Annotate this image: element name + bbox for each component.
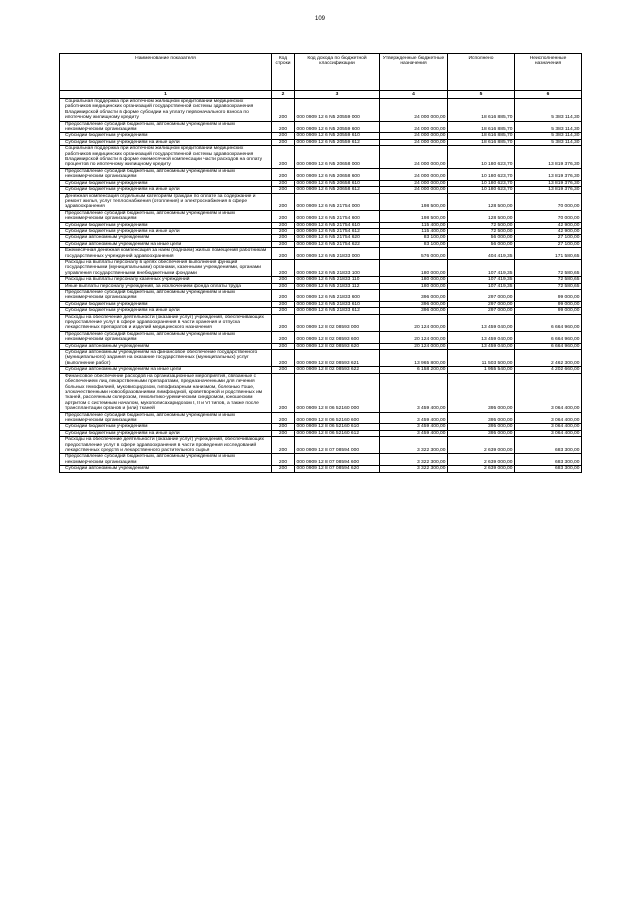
indicator-name-cell: Субсидии бюджетным учреждениям на иные цели bbox=[60, 187, 272, 193]
column-number: 2 bbox=[272, 91, 295, 99]
income-code-cell: 000 0909 12 6 N5 21833 112 bbox=[295, 283, 380, 289]
unexecuted-amount-cell: 70 000,00 bbox=[515, 193, 582, 210]
line-code-cell: 200 bbox=[272, 437, 295, 454]
line-code-cell: 200 bbox=[272, 373, 295, 412]
unexecuted-amount-cell: 99 000,00 bbox=[515, 301, 582, 307]
executed-amount-cell: 297 000,00 bbox=[448, 308, 515, 314]
column-number: 3 bbox=[295, 91, 380, 99]
unexecuted-amount-cell: 4 202 660,00 bbox=[515, 367, 582, 373]
approved-amount-cell: 24 000 000,00 bbox=[380, 139, 448, 145]
income-code-cell: 000 0909 12 8 07 08594 620 bbox=[295, 466, 380, 472]
approved-amount-cell: 115 400,00 bbox=[380, 222, 448, 228]
indicator-name-cell: Субсидии бюджетным учреждениям на иные цели bbox=[60, 139, 272, 145]
table-row bbox=[60, 350, 582, 367]
income-code-cell: 000 0909 12 6 N5 20559 612 bbox=[295, 139, 380, 145]
executed-amount-cell: 395 000,00 bbox=[448, 430, 515, 436]
table-row bbox=[60, 241, 582, 247]
unexecuted-amount-cell: 3 064 400,00 bbox=[515, 373, 582, 412]
table-row bbox=[60, 331, 582, 343]
income-code-cell: 000 0909 12 8 06 52160 000 bbox=[295, 373, 380, 412]
income-code-cell: 000 0909 12 6 N5 21833 612 bbox=[295, 308, 380, 314]
indicator-name-cell: Расходы на выплаты персоналу казенных учреждений bbox=[60, 277, 272, 283]
unexecuted-amount-cell: 6 664 960,00 bbox=[515, 314, 582, 331]
approved-amount-cell: 24 000 000,00 bbox=[380, 121, 448, 133]
approved-amount-cell: 13 965 800,00 bbox=[380, 350, 448, 367]
unexecuted-amount-cell: 13 819 376,30 bbox=[515, 180, 582, 186]
table-row bbox=[60, 308, 582, 314]
approved-amount-cell: 24 000 000,00 bbox=[380, 99, 448, 122]
indicator-name-cell: Субсидии автономным учреждениям bbox=[60, 343, 272, 349]
line-code-cell: 200 bbox=[272, 248, 295, 260]
executed-amount-cell: 56 000,00 bbox=[448, 235, 515, 241]
indicator-name-cell: Субсидии бюджетным учреждениям на иные цели bbox=[60, 430, 272, 436]
income-code-cell: 000 0909 12 8 02 08593 620 bbox=[295, 343, 380, 349]
table-row bbox=[60, 290, 582, 302]
indicator-name-cell: Предоставление субсидий бюджетным, автономным учреждениям и иным некоммерческим организациям bbox=[60, 331, 272, 343]
column-number: 1 bbox=[60, 91, 272, 99]
budget-execution-table bbox=[59, 53, 582, 473]
table-row bbox=[60, 283, 582, 289]
table-row bbox=[60, 248, 582, 260]
header-approved: Утвержденные бюджетные назначения bbox=[380, 54, 448, 91]
unexecuted-amount-cell: 72 580,65 bbox=[515, 277, 582, 283]
executed-amount-cell: 13 459 040,00 bbox=[448, 331, 515, 343]
unexecuted-amount-cell: 27 100,00 bbox=[515, 235, 582, 241]
executed-amount-cell: 10 180 623,70 bbox=[448, 180, 515, 186]
approved-amount-cell: 24 000 000,00 bbox=[380, 180, 448, 186]
approved-amount-cell: 576 000,00 bbox=[380, 248, 448, 260]
indicator-name-cell: Денежная компенсация отдельным категориям граждан по оплате за содержание и ремонт жилья, услуг теплоснабжения (отопления) и электроснабжения в сфере здравоохранения bbox=[60, 193, 272, 210]
executed-amount-cell: 13 459 040,00 bbox=[448, 343, 515, 349]
unexecuted-amount-cell: 683 300,00 bbox=[515, 454, 582, 466]
unexecuted-amount-cell: 683 300,00 bbox=[515, 466, 582, 472]
executed-amount-cell: 395 000,00 bbox=[448, 412, 515, 424]
approved-amount-cell: 24 000 000,00 bbox=[380, 187, 448, 193]
table-row bbox=[60, 412, 582, 424]
income-code-cell: 000 0909 12 8 02 08593 621 bbox=[295, 350, 380, 367]
executed-amount-cell: 10 180 623,70 bbox=[448, 146, 515, 169]
income-code-cell: 000 0909 12 6 N5 21754 612 bbox=[295, 228, 380, 234]
line-code-cell: 200 bbox=[272, 343, 295, 349]
executed-amount-cell: 72 500,00 bbox=[448, 222, 515, 228]
table-row bbox=[60, 466, 582, 472]
unexecuted-amount-cell: 13 819 376,30 bbox=[515, 146, 582, 169]
income-code-cell: 000 0909 12 8 06 52160 600 bbox=[295, 412, 380, 424]
indicator-name-cell: Расходы на обеспечение деятельности (оказание услуг) учреждений, обеспечивающих предоставление услуг в сфере здравоохранения в части проведения исследований лекарственных средств и лекарственного растительного сырья bbox=[60, 437, 272, 454]
executed-amount-cell: 10 180 623,70 bbox=[448, 187, 515, 193]
header-line-code: Код строки bbox=[272, 54, 295, 91]
table-row bbox=[60, 277, 582, 283]
approved-amount-cell: 180 000,00 bbox=[380, 283, 448, 289]
income-code-cell: 000 0909 12 6 N5 21833 610 bbox=[295, 301, 380, 307]
page-number: 109 bbox=[314, 16, 325, 22]
approved-amount-cell: 3 459 400,00 bbox=[380, 424, 448, 430]
table-row bbox=[60, 424, 582, 430]
income-code-cell: 000 0909 12 6 N5 20658 600 bbox=[295, 168, 380, 180]
indicator-name-cell: Субсидии бюджетным учреждениям bbox=[60, 133, 272, 139]
income-code-cell: 000 0909 12 6 N5 21833 600 bbox=[295, 290, 380, 302]
approved-amount-cell: 115 400,00 bbox=[380, 228, 448, 234]
income-code-cell: 000 0909 12 6 N5 21754 610 bbox=[295, 222, 380, 228]
unexecuted-amount-cell: 13 819 376,30 bbox=[515, 168, 582, 180]
approved-amount-cell: 20 124 000,00 bbox=[380, 331, 448, 343]
unexecuted-amount-cell: 5 383 114,30 bbox=[515, 121, 582, 133]
indicator-name-cell: Субсидии автономным учреждениям на иные цели bbox=[60, 241, 272, 247]
approved-amount-cell: 20 124 000,00 bbox=[380, 314, 448, 331]
table-row bbox=[60, 373, 582, 412]
approved-amount-cell: 20 124 000,00 bbox=[380, 343, 448, 349]
executed-amount-cell: 11 503 500,00 bbox=[448, 350, 515, 367]
income-code-cell: 000 0909 12 6 N5 21833 100 bbox=[295, 259, 380, 276]
executed-amount-cell: 107 419,35 bbox=[448, 283, 515, 289]
table-row bbox=[60, 367, 582, 373]
approved-amount-cell: 3 459 400,00 bbox=[380, 430, 448, 436]
executed-amount-cell: 395 000,00 bbox=[448, 424, 515, 430]
indicator-name-cell: Предоставление субсидий бюджетным, автономным учреждениям и иным некоммерческим организациям bbox=[60, 121, 272, 133]
table-row bbox=[60, 259, 582, 276]
column-number: 6 bbox=[515, 91, 582, 99]
approved-amount-cell: 3 459 400,00 bbox=[380, 373, 448, 412]
line-code-cell: 200 bbox=[272, 277, 295, 283]
income-code-cell: 000 0909 12 6 N5 21754 000 bbox=[295, 193, 380, 210]
line-code-cell: 200 bbox=[272, 350, 295, 367]
unexecuted-amount-cell: 13 819 376,30 bbox=[515, 187, 582, 193]
table-row bbox=[60, 99, 582, 122]
line-code-cell: 200 bbox=[272, 121, 295, 133]
approved-amount-cell: 396 000,00 bbox=[380, 290, 448, 302]
approved-amount-cell: 3 459 400,00 bbox=[380, 412, 448, 424]
line-code-cell: 200 bbox=[272, 367, 295, 373]
income-code-cell: 000 0909 12 6 N5 21833 110 bbox=[295, 277, 380, 283]
line-code-cell: 200 bbox=[272, 308, 295, 314]
line-code-cell: 200 bbox=[272, 210, 295, 222]
indicator-name-cell: Субсидии автономным учреждениям на финансовое обеспечение государственного (муниципального) задания на оказание государственных (муниципальных) услуг (выполнение работ) bbox=[60, 350, 272, 367]
line-code-cell: 200 bbox=[272, 430, 295, 436]
approved-amount-cell: 198 500,00 bbox=[380, 193, 448, 210]
income-code-cell: 000 0909 12 6 N5 20658 612 bbox=[295, 187, 380, 193]
indicator-name-cell: Предоставление субсидий бюджетным, автономным учреждениям и иным некоммерческим организациям bbox=[60, 290, 272, 302]
executed-amount-cell: 404 419,35 bbox=[448, 248, 515, 260]
unexecuted-amount-cell: 6 664 960,00 bbox=[515, 331, 582, 343]
indicator-name-cell: Социальная поддержка при ипотечном жилищном кредитовании медицинских работников медицинских организаций государственной системы здравоохранения Владимирской области в форме ежемесячной компенсации части расходов на оплату процентов по ипотечному жилищному кредиту bbox=[60, 146, 272, 169]
header-unexecuted: Неисполненные назначения bbox=[515, 54, 582, 91]
indicator-name-cell: Социальная поддержка при ипотечном жилищном кредитовании медицинских работников медицинских организаций государственной системы здравоохранения Владимирской области в форме субсидии на уплату первоначального взноса по ипотечному жилищному кредиту bbox=[60, 99, 272, 122]
table-body bbox=[60, 99, 582, 473]
table-row bbox=[60, 133, 582, 139]
approved-amount-cell: 24 000 000,00 bbox=[380, 133, 448, 139]
header-income-code: Код дохода по бюджетной классификации bbox=[295, 54, 380, 91]
income-code-cell: 000 0909 12 8 02 08593 000 bbox=[295, 314, 380, 331]
income-code-cell: 000 0909 12 8 06 52160 612 bbox=[295, 430, 380, 436]
unexecuted-amount-cell: 72 580,65 bbox=[515, 283, 582, 289]
indicator-name-cell: Субсидии автономным учреждениям bbox=[60, 466, 272, 472]
line-code-cell: 200 bbox=[272, 193, 295, 210]
unexecuted-amount-cell: 99 000,00 bbox=[515, 290, 582, 302]
executed-amount-cell: 2 639 000,00 bbox=[448, 437, 515, 454]
unexecuted-amount-cell: 99 000,00 bbox=[515, 308, 582, 314]
unexecuted-amount-cell: 2 462 300,00 bbox=[515, 350, 582, 367]
unexecuted-amount-cell: 27 100,00 bbox=[515, 241, 582, 247]
header-indicator-name: Наименование показателя bbox=[60, 54, 272, 91]
executed-amount-cell: 18 616 885,70 bbox=[448, 99, 515, 122]
line-code-cell: 200 bbox=[272, 301, 295, 307]
table-row bbox=[60, 222, 582, 228]
table-row bbox=[60, 146, 582, 169]
line-code-cell: 200 bbox=[272, 222, 295, 228]
unexecuted-amount-cell: 42 900,00 bbox=[515, 228, 582, 234]
line-code-cell: 200 bbox=[272, 187, 295, 193]
income-code-cell: 000 0909 12 6 N5 20658 610 bbox=[295, 180, 380, 186]
indicator-name-cell: Предоставление субсидий бюджетным, автономным учреждениям и иным некоммерческим организациям bbox=[60, 454, 272, 466]
income-code-cell: 000 0909 12 6 N5 21833 000 bbox=[295, 248, 380, 260]
executed-amount-cell: 2 639 000,00 bbox=[448, 466, 515, 472]
table-row bbox=[60, 210, 582, 222]
indicator-name-cell: Расходы на выплаты персоналу в целях обеспечения выполнения функций государственными (муниципальными) органами, казенными учреждениями, органами управления государственными внебюджетными фондами bbox=[60, 259, 272, 276]
income-code-cell: 000 0909 12 6 N5 21754 600 bbox=[295, 210, 380, 222]
line-code-cell: 200 bbox=[272, 466, 295, 472]
table-row bbox=[60, 235, 582, 241]
line-code-cell: 200 bbox=[272, 241, 295, 247]
approved-amount-cell: 3 322 300,00 bbox=[380, 437, 448, 454]
income-code-cell: 000 0909 12 8 02 08593 622 bbox=[295, 367, 380, 373]
indicator-name-cell: Финансовое обеспечение расходов на организационные мероприятия, связанные с обеспечением лиц лекарственными препаратами, предназначенными для лечения больных гемофилией, муковисцидозом, гипофизарным нанизмом, болезнью Гоше, злокачественными новообразованиями лимфоидной, кроветворной и родственных им тканей, рассеянным склерозом, гемолитико-уремическим синдромом, юношеским артритом с системным началом, мукополисахаридозом I, II и VI типов, а также после трансплантации органов и (или) тканей bbox=[60, 373, 272, 412]
executed-amount-cell: 10 180 623,70 bbox=[448, 168, 515, 180]
table-row bbox=[60, 139, 582, 145]
approved-amount-cell: 396 000,00 bbox=[380, 308, 448, 314]
executed-amount-cell: 107 419,35 bbox=[448, 277, 515, 283]
executed-amount-cell: 72 500,00 bbox=[448, 228, 515, 234]
unexecuted-amount-cell: 3 064 400,00 bbox=[515, 412, 582, 424]
table-row bbox=[60, 314, 582, 331]
indicator-name-cell: Предоставление субсидий бюджетным, автономным учреждениям и иным некоммерческим организациям bbox=[60, 210, 272, 222]
table-row bbox=[60, 168, 582, 180]
line-code-cell: 200 bbox=[272, 139, 295, 145]
column-number: 4 bbox=[380, 91, 448, 99]
line-code-cell: 200 bbox=[272, 235, 295, 241]
table-row bbox=[60, 343, 582, 349]
indicator-name-cell: Ежемесячная денежная компенсация за наем (поднаем) жилых помещений работникам государственных учреждений здравоохранения bbox=[60, 248, 272, 260]
indicator-name-cell: Субсидии бюджетным учреждениям на иные цели bbox=[60, 308, 272, 314]
income-code-cell: 000 0909 12 8 06 52160 610 bbox=[295, 424, 380, 430]
line-code-cell: 200 bbox=[272, 259, 295, 276]
line-code-cell: 200 bbox=[272, 99, 295, 122]
executed-amount-cell: 297 000,00 bbox=[448, 301, 515, 307]
unexecuted-amount-cell: 6 664 960,00 bbox=[515, 343, 582, 349]
unexecuted-amount-cell: 3 064 400,00 bbox=[515, 424, 582, 430]
table-header-row bbox=[60, 54, 582, 91]
income-code-cell: 000 0909 12 6 N5 20559 600 bbox=[295, 121, 380, 133]
table-row bbox=[60, 121, 582, 133]
approved-amount-cell: 180 000,00 bbox=[380, 277, 448, 283]
unexecuted-amount-cell: 5 383 114,30 bbox=[515, 133, 582, 139]
executed-amount-cell: 56 000,00 bbox=[448, 241, 515, 247]
unexecuted-amount-cell: 171 580,65 bbox=[515, 248, 582, 260]
executed-amount-cell: 18 616 885,70 bbox=[448, 133, 515, 139]
income-code-cell: 000 0909 12 8 07 08594 000 bbox=[295, 437, 380, 454]
executed-amount-cell: 18 616 885,70 bbox=[448, 121, 515, 133]
income-code-cell: 000 0909 12 6 N5 20559 610 bbox=[295, 133, 380, 139]
approved-amount-cell: 198 500,00 bbox=[380, 210, 448, 222]
header-executed: Исполнено bbox=[448, 54, 515, 91]
indicator-name-cell: Иные выплаты персоналу учреждений, за исключением фонда оплаты труда bbox=[60, 283, 272, 289]
executed-amount-cell: 395 000,00 bbox=[448, 373, 515, 412]
approved-amount-cell: 24 000 000,00 bbox=[380, 168, 448, 180]
line-code-cell: 200 bbox=[272, 412, 295, 424]
executed-amount-cell: 13 459 040,00 bbox=[448, 314, 515, 331]
indicator-name-cell: Предоставление субсидий бюджетным, автономным учреждениям и иным некоммерческим организациям bbox=[60, 412, 272, 424]
approved-amount-cell: 83 100,00 bbox=[380, 241, 448, 247]
table-row bbox=[60, 437, 582, 454]
executed-amount-cell: 107 419,35 bbox=[448, 259, 515, 276]
table-row bbox=[60, 193, 582, 210]
unexecuted-amount-cell: 70 000,00 bbox=[515, 210, 582, 222]
indicator-name-cell: Субсидии автономным учреждениям bbox=[60, 235, 272, 241]
table-row bbox=[60, 228, 582, 234]
table-row bbox=[60, 301, 582, 307]
line-code-cell: 200 bbox=[272, 146, 295, 169]
executed-amount-cell: 1 955 540,00 bbox=[448, 367, 515, 373]
executed-amount-cell: 128 500,00 bbox=[448, 193, 515, 210]
indicator-name-cell: Предоставление субсидий бюджетным, автономным учреждениям и иным некоммерческим организациям bbox=[60, 168, 272, 180]
line-code-cell: 200 bbox=[272, 424, 295, 430]
indicator-name-cell: Расходы на обеспечение деятельности (оказание услуг) учреждений, обеспечивающих предоставление услуг в сфере здравоохранения в части хранения и отпуска лекарственных препаратов и изделий медицинского назначения bbox=[60, 314, 272, 331]
table-row bbox=[60, 180, 582, 186]
indicator-name-cell: Субсидии бюджетным учреждениям bbox=[60, 222, 272, 228]
line-code-cell: 200 bbox=[272, 290, 295, 302]
unexecuted-amount-cell: 42 900,00 bbox=[515, 222, 582, 228]
approved-amount-cell: 83 100,00 bbox=[380, 235, 448, 241]
line-code-cell: 200 bbox=[272, 454, 295, 466]
line-code-cell: 200 bbox=[272, 133, 295, 139]
table-row bbox=[60, 430, 582, 436]
line-code-cell: 200 bbox=[272, 228, 295, 234]
income-code-cell: 000 0909 12 6 N5 20658 000 bbox=[295, 146, 380, 169]
unexecuted-amount-cell: 3 064 400,00 bbox=[515, 430, 582, 436]
income-code-cell: 000 0909 12 6 N5 21754 620 bbox=[295, 235, 380, 241]
unexecuted-amount-cell: 72 580,65 bbox=[515, 259, 582, 276]
line-code-cell: 200 bbox=[272, 283, 295, 289]
indicator-name-cell: Субсидии бюджетным учреждениям на иные цели bbox=[60, 228, 272, 234]
executed-amount-cell: 128 500,00 bbox=[448, 210, 515, 222]
income-code-cell: 000 0909 12 8 07 08594 600 bbox=[295, 454, 380, 466]
unexecuted-amount-cell: 5 383 114,30 bbox=[515, 139, 582, 145]
approved-amount-cell: 180 000,00 bbox=[380, 259, 448, 276]
indicator-name-cell: Субсидии бюджетным учреждениям bbox=[60, 301, 272, 307]
column-number: 5 bbox=[448, 91, 515, 99]
table-row bbox=[60, 187, 582, 193]
income-code-cell: 000 0909 12 6 N5 20559 000 bbox=[295, 99, 380, 122]
approved-amount-cell: 3 322 300,00 bbox=[380, 466, 448, 472]
executed-amount-cell: 2 639 000,00 bbox=[448, 454, 515, 466]
column-number-row bbox=[60, 91, 582, 99]
approved-amount-cell: 3 322 300,00 bbox=[380, 454, 448, 466]
approved-amount-cell: 396 000,00 bbox=[380, 301, 448, 307]
line-code-cell: 200 bbox=[272, 331, 295, 343]
unexecuted-amount-cell: 683 300,00 bbox=[515, 437, 582, 454]
indicator-name-cell: Субсидии автономным учреждениям на иные цели bbox=[60, 367, 272, 373]
approved-amount-cell: 24 000 000,00 bbox=[380, 146, 448, 169]
line-code-cell: 200 bbox=[272, 168, 295, 180]
executed-amount-cell: 18 616 885,70 bbox=[448, 139, 515, 145]
line-code-cell: 200 bbox=[272, 180, 295, 186]
indicator-name-cell: Субсидии бюджетным учреждениям bbox=[60, 424, 272, 430]
indicator-name-cell: Субсидии бюджетным учреждениям bbox=[60, 180, 272, 186]
executed-amount-cell: 297 000,00 bbox=[448, 290, 515, 302]
income-code-cell: 000 0909 12 6 N5 21754 622 bbox=[295, 241, 380, 247]
income-code-cell: 000 0909 12 8 02 08593 600 bbox=[295, 331, 380, 343]
table-row bbox=[60, 454, 582, 466]
line-code-cell: 200 bbox=[272, 314, 295, 331]
approved-amount-cell: 6 158 200,00 bbox=[380, 367, 448, 373]
unexecuted-amount-cell: 5 383 114,30 bbox=[515, 99, 582, 122]
